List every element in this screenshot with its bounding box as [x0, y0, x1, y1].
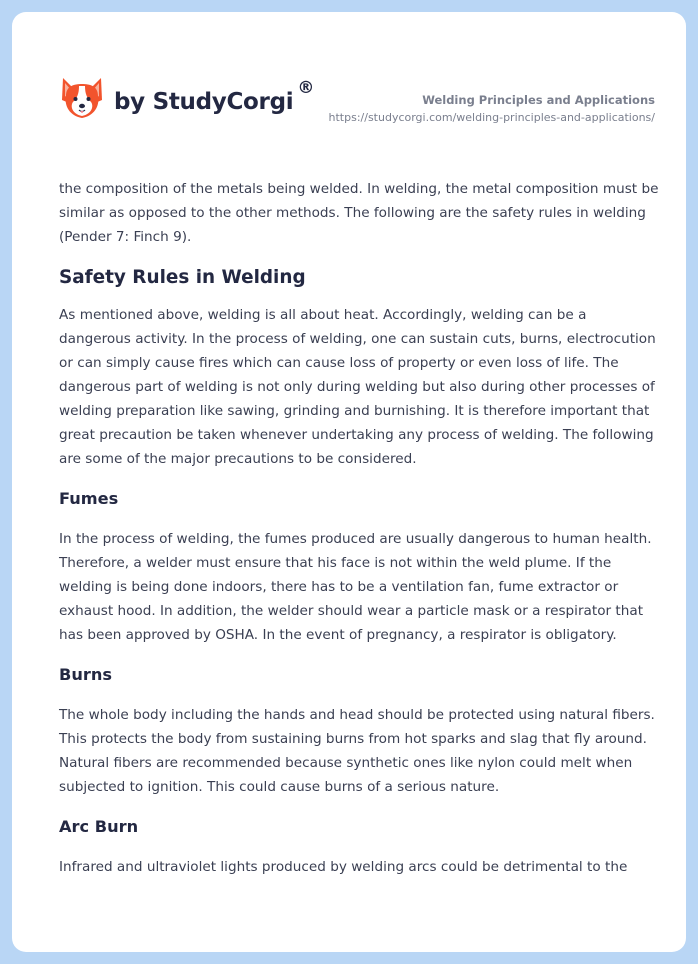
registered-mark: ® — [297, 78, 315, 98]
section-paragraph: The whole body including the hands and head should be protected using natural fibers. This protects the body from sustaining burns from hot sparks and slag that fly around. Natural fibers are recommended because synthetic ones like nylon could melt when subjected to ignition. This could cause burns of a serious nature. — [59, 707, 655, 795]
studycorgi-logo[interactable] — [60, 76, 314, 124]
section-heading: Fumes — [59, 489, 119, 508]
section-paragraph: As mentioned above, welding is all about heat. Accordingly, welding can be a dangerous activity. In the process of welding, one can sustain cuts, burns, electrocution or can simply cause fires which can cause loss of property or even loss of life. The dangerous part of welding is not only during welding but also during other processes of welding preparation like sawing, grinding and burnishing. It is therefore important that great precaution be taken whenever undertaking any process of welding. The following are some of the major precautions to be considered. — [59, 307, 656, 467]
document-title: Welding Principles and Applications — [422, 93, 655, 107]
section-heading: Arc Burn — [59, 817, 139, 836]
article-body — [59, 177, 659, 879]
document-meta — [329, 93, 655, 125]
page-card — [12, 12, 686, 952]
section-heading: Safety Rules in Welding — [59, 267, 306, 288]
document-url[interactable]: https://studycorgi.com/welding-principles-and-applications/ — [328, 111, 655, 124]
logo-text: by StudyCorgi — [114, 89, 294, 115]
header — [12, 12, 686, 162]
section-paragraph: Infrared and ultraviolet lights produced by welding arcs could be detrimental to the — [59, 859, 628, 875]
section-paragraph: In the process of welding, the fumes produced are usually dangerous to human health. Therefore, a welder must ensure that his face is not within the weld plume. If the welding is being done indoors, there has to be a ventilation fan, fume extractor or exhaust hood. In addition, the welder should wear a particle mask or a respirator that has been approved by OSHA. In the event of pregnancy, a respirator is obligatory. — [59, 531, 652, 643]
corgi-icon — [60, 76, 104, 124]
section-heading: Burns — [59, 665, 113, 684]
intro-paragraph: the composition of the metals being welded. In welding, the metal composition must be similar as opposed to the other methods. The following are the safety rules in welding (Pender 7: Finch 9). — [59, 181, 659, 245]
